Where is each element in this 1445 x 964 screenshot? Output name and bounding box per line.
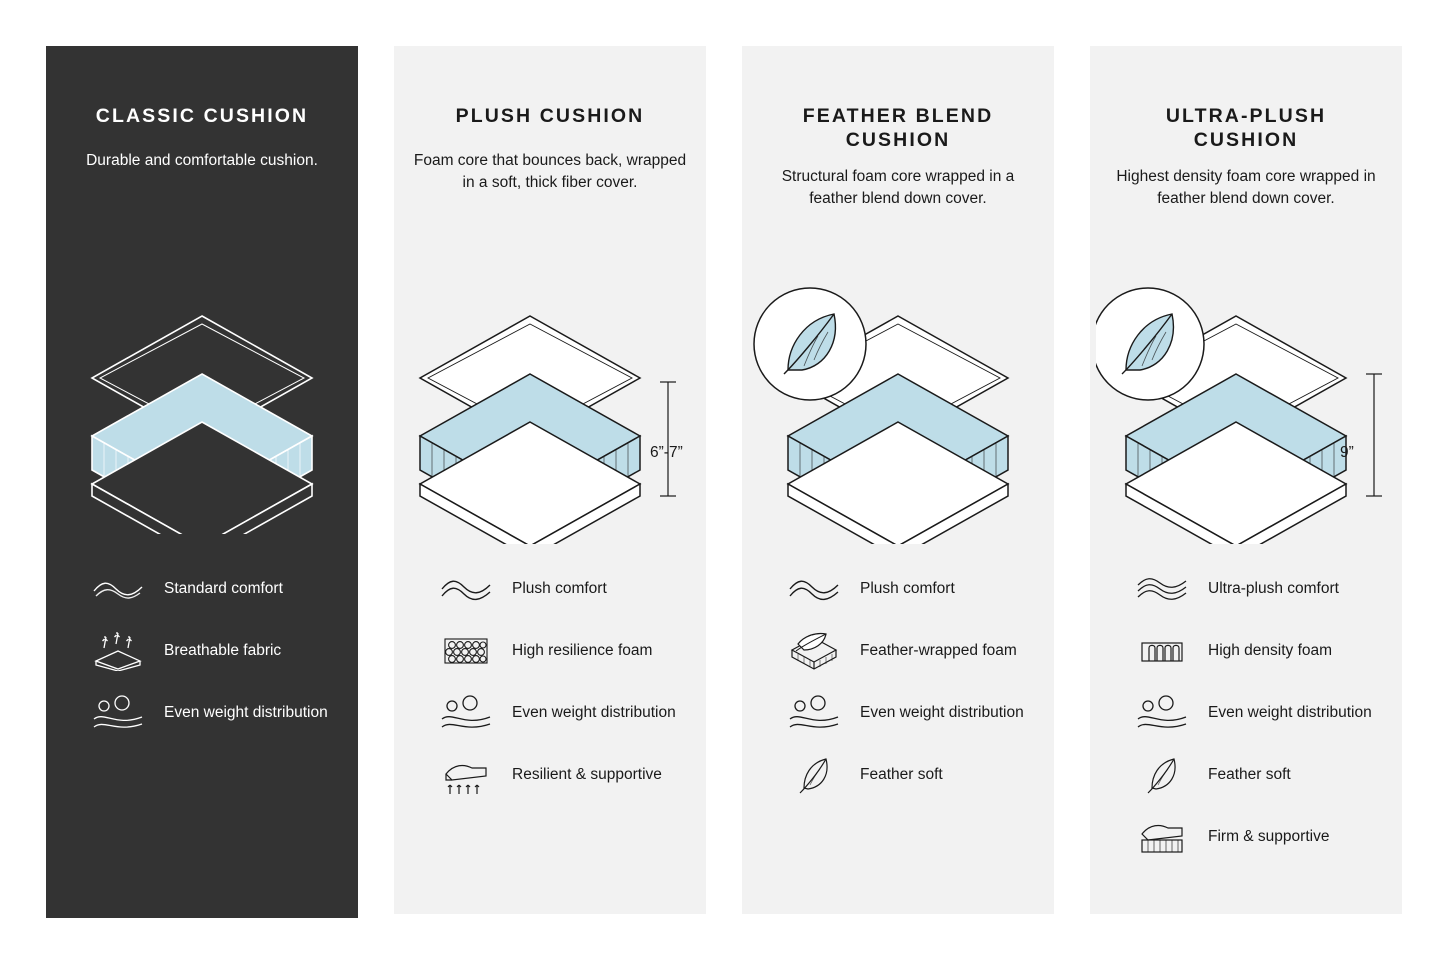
- card-description: Highest density foam core wrapped in feather blend down cover.: [1116, 168, 1376, 208]
- feature-label: Even weight distribution: [512, 703, 676, 721]
- honeycomb-foam-icon: [438, 631, 494, 671]
- feature-label: Feather soft: [860, 765, 943, 783]
- breathable-fabric-icon: [90, 631, 146, 671]
- feature-label: Breathable fabric: [164, 641, 282, 659]
- feather-badge-icon: [1096, 288, 1204, 400]
- feather-badge-icon: [754, 288, 866, 400]
- feature-label: Firm & supportive: [1208, 827, 1330, 845]
- card-description: Foam core that bounces back, wrapped in a soft, thick fiber cover.: [413, 152, 687, 192]
- high-density-foam-icon: [1134, 634, 1190, 668]
- even-weight-icon: [786, 693, 842, 733]
- feature-item: [438, 628, 686, 674]
- cushion-card-plush[interactable]: [394, 46, 706, 914]
- feature-list: [786, 566, 1034, 814]
- feature-item: [438, 566, 686, 612]
- card-title: ULTRA-PLUSH CUSHION: [1165, 105, 1327, 152]
- cushion-card-feather-blend[interactable]: [742, 46, 1054, 914]
- feature-item: [1134, 628, 1382, 674]
- card-title: FEATHER BLEND CUSHION: [802, 105, 994, 152]
- wave-icon: [90, 577, 146, 601]
- feature-list: [438, 566, 686, 814]
- card-description: Structural foam core wrapped in a feather blend down cover.: [781, 168, 1015, 208]
- dimension-label: 9”: [1340, 444, 1354, 461]
- feature-label: Ultra-plush comfort: [1208, 579, 1339, 597]
- cushion-card-ultra-plush[interactable]: [1090, 46, 1402, 914]
- wave-icon: [786, 577, 842, 601]
- feature-item: [1134, 566, 1382, 612]
- feature-label: Even weight distribution: [1208, 703, 1372, 721]
- feature-label: Resilient & supportive: [512, 765, 662, 783]
- card-title: CLASSIC CUSHION: [95, 105, 309, 127]
- feather-wrapped-foam-icon: [786, 630, 842, 672]
- resilient-support-icon: [438, 754, 494, 796]
- feather-icon: [1134, 754, 1190, 796]
- feature-item: [1134, 814, 1382, 860]
- cushion-exploded-diagram: [46, 274, 358, 564]
- cushion-exploded-diagram: [742, 274, 1054, 564]
- feature-label: Plush comfort: [860, 579, 955, 597]
- feature-list: [1134, 566, 1382, 876]
- feature-item: [786, 628, 1034, 674]
- cushion-cards-row: [46, 46, 1402, 918]
- feature-label: Plush comfort: [512, 579, 607, 597]
- card-description: Durable and comfortable cushion.: [86, 152, 318, 169]
- cushion-exploded-diagram: [1090, 274, 1402, 564]
- feature-item: [786, 690, 1034, 736]
- even-weight-icon: [90, 693, 146, 733]
- even-weight-icon: [1134, 693, 1190, 733]
- feature-item: [90, 690, 338, 736]
- wave-icon: [1134, 576, 1190, 602]
- feature-label: Feather soft: [1208, 765, 1291, 783]
- feature-item: [438, 752, 686, 798]
- feature-label: High resilience foam: [512, 641, 653, 659]
- feature-list: [90, 566, 338, 752]
- feature-item: [90, 566, 338, 612]
- feature-label: Standard comfort: [164, 579, 283, 597]
- wave-icon: [438, 577, 494, 601]
- feature-label: High density foam: [1208, 641, 1333, 659]
- feature-label: Even weight distribution: [860, 703, 1024, 721]
- cushion-exploded-diagram: [394, 274, 706, 564]
- even-weight-icon: [438, 693, 494, 733]
- cushion-card-classic[interactable]: [46, 46, 358, 918]
- feature-item: [1134, 690, 1382, 736]
- feature-item: [1134, 752, 1382, 798]
- card-title: PLUSH CUSHION: [455, 105, 645, 127]
- dimension-label: 6”-7”: [650, 444, 683, 461]
- feature-item: [786, 752, 1034, 798]
- feature-item: [438, 690, 686, 736]
- feature-label: Even weight distribution: [164, 703, 328, 721]
- feature-item: [90, 628, 338, 674]
- feature-item: [786, 566, 1034, 612]
- feature-label: Feather-wrapped foam: [860, 641, 1017, 659]
- firm-support-icon: [1134, 816, 1190, 858]
- feather-icon: [786, 754, 842, 796]
